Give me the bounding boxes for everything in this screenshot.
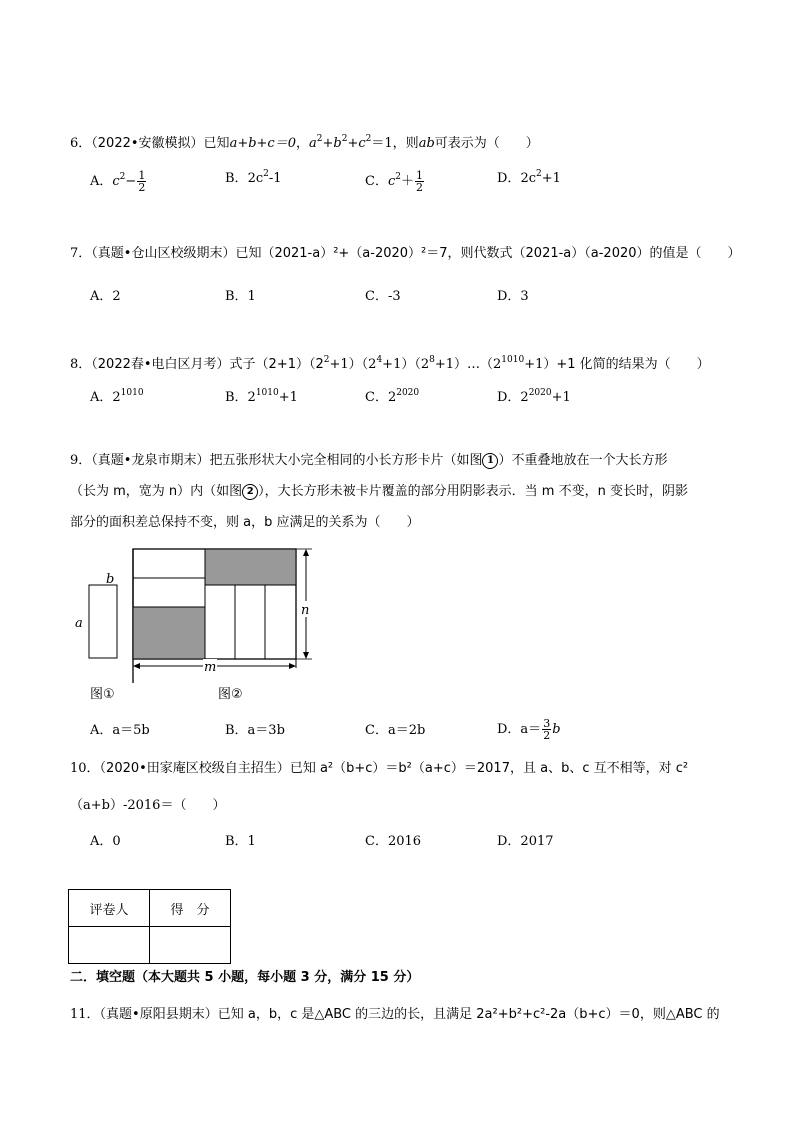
fig2-label-m: m bbox=[204, 660, 217, 675]
q10-option-c[interactable]: C．2016 bbox=[365, 834, 422, 849]
q9-option-b[interactable]: B．a＝3b bbox=[225, 723, 285, 738]
q8-option-d[interactable]: D．$2^{2020}+1$ bbox=[497, 388, 571, 405]
q10-line2: （a+b）-2016＝（ ） bbox=[70, 798, 226, 813]
fig1-caption: 图① bbox=[90, 687, 115, 702]
fig1-label-b: b bbox=[106, 572, 115, 587]
circle-2-icon: 2 bbox=[242, 484, 258, 500]
q9-option-a[interactable]: A．a＝5b bbox=[90, 723, 150, 738]
q8-option-b[interactable]: B．$2^{1010}+1$ bbox=[225, 388, 298, 405]
q8-option-c[interactable]: C．$2^{2020}$ bbox=[365, 388, 420, 405]
q7-option-a[interactable]: A．2 bbox=[90, 289, 121, 304]
score-table-score-header: 得 分 bbox=[150, 890, 231, 927]
q6-option-d[interactable]: D．$2c^2+1$ bbox=[497, 169, 561, 186]
q9-option-c[interactable]: C．a＝2b bbox=[365, 723, 426, 738]
score-table-score-cell[interactable] bbox=[150, 927, 231, 964]
fig2-shade-right bbox=[205, 549, 296, 585]
q6-stem: 6．（2022•安徽模拟）已知a+b+c＝0，$a^2+b^2+c^2=1$，则ab可表示为（ ） bbox=[70, 134, 539, 151]
q10-option-a[interactable]: A．0 bbox=[90, 834, 121, 849]
fig1-label-a: a bbox=[75, 616, 83, 631]
q9-line2: （长为 m，宽为 n）内（如图 2 ），大长方形未被卡片覆盖的部分用阴影表示．当 m 不变，n 变长时，阴影 bbox=[70, 484, 688, 499]
circle-1-icon: 1 bbox=[482, 453, 498, 469]
fig2-shade-left bbox=[133, 607, 205, 659]
q6-option-c[interactable]: C．$c^2+$ $\frac{1}{2}$ bbox=[365, 169, 423, 194]
fig2-caption: 图② bbox=[218, 687, 243, 702]
q6-option-b[interactable]: B．$2c^2-1$ bbox=[225, 169, 282, 186]
section-2-title: 二．填空题（本大题共 5 小题，每小题 3 分，满分 15 分） bbox=[70, 970, 420, 985]
score-table-grader-header: 评卷人 bbox=[69, 890, 150, 927]
score-table bbox=[68, 889, 231, 964]
fig1-card bbox=[89, 585, 117, 658]
q9-line1: 9．（真题•龙泉市期末）把五张形状大小完全相同的小长方形卡片（如图 1 ）不重叠地放在一个大长方形 bbox=[70, 453, 668, 468]
score-table-grader-cell[interactable] bbox=[69, 927, 150, 964]
q9-line3: 部分的面积差总保持不变，则 a，b 应满足的关系为（ ） bbox=[70, 515, 420, 530]
fig2-label-n: n bbox=[301, 603, 310, 618]
q10-line1: 10．（2020•田家庵区校级自主招生）已知 a²（b+c）＝b²（a+c）＝2017，且 a、b、c 互不相等，对 c² bbox=[70, 761, 689, 776]
q10-option-b[interactable]: B．1 bbox=[225, 834, 256, 849]
q9-figure bbox=[70, 543, 330, 708]
q8-option-a[interactable]: A．$2^{1010}$ bbox=[90, 388, 144, 405]
q7-option-d[interactable]: D．3 bbox=[497, 289, 529, 304]
q7-option-b[interactable]: B．1 bbox=[225, 289, 256, 304]
q11-stem: 11．（真题•原阳县期末）已知 a，b，c 是△ABC 的三边的长，且满足 2a²+b²+c²-2a（b+c）＝0，则△ABC 的 bbox=[70, 1007, 720, 1022]
q8-stem: 8．（2022春•电白区月考）式子$(2+1)(2^2+1)(2^4+1)(2^8+1)\dots(2^{1010}+1)+1$ 化简的结果为（ ） bbox=[70, 355, 710, 372]
q6-option-a[interactable]: A．$c^2-$ $\frac{1}{2}$ bbox=[90, 169, 146, 194]
q7-stem: 7．（真题•仓山区校级期末）已知（2021-a）²+（a-2020）²＝7，则代数式（2021-a）（a-2020）的值是（ ） bbox=[70, 246, 741, 261]
q7-option-c[interactable]: C．-3 bbox=[365, 289, 401, 304]
q9-option-d[interactable]: D．a＝ $\frac{3}{2}$ b bbox=[497, 717, 561, 742]
q10-option-d[interactable]: D．2017 bbox=[497, 834, 554, 849]
